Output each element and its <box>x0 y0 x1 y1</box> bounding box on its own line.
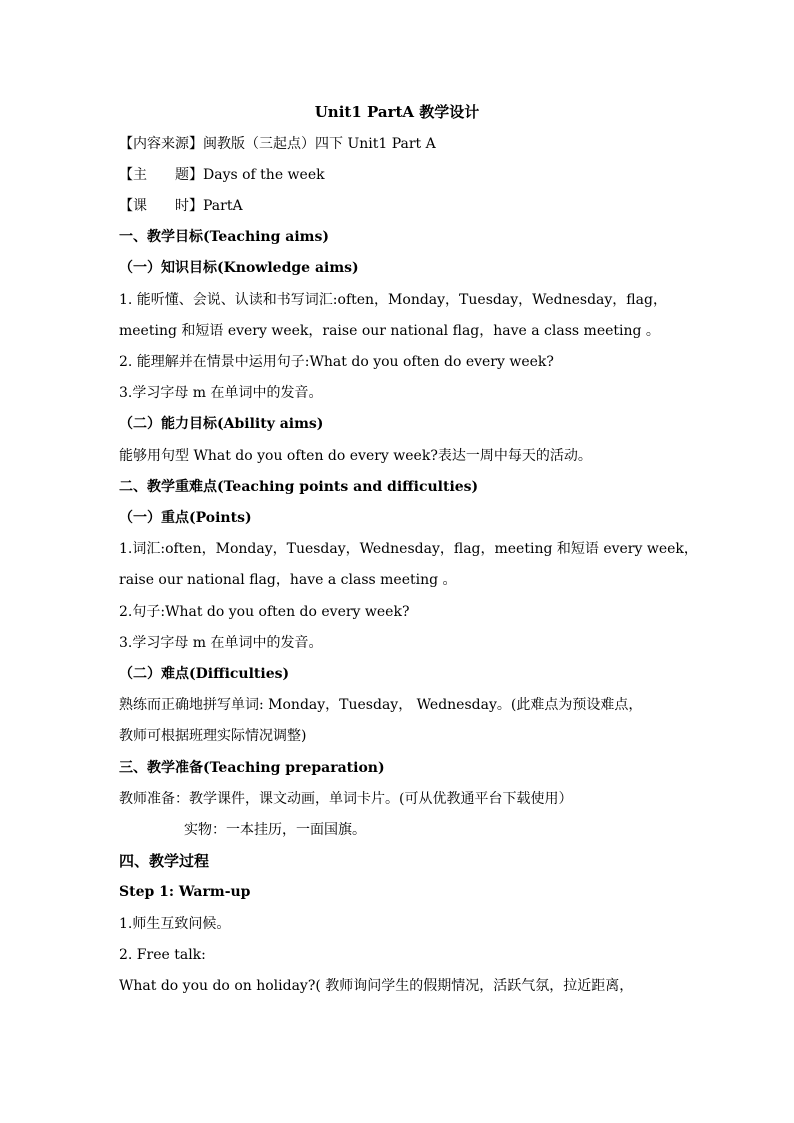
knowledge-item-1b: meeting 和短语 every week，raise our national flag，have a class meeting 。 <box>119 323 660 339</box>
subheading-difficulties: （二）难点(Difficulties) <box>119 666 290 682</box>
knowledge-item-2: 2. 能理解并在情景中运用句子:What do you often do every week? <box>119 354 554 370</box>
difficulties-item-b: 教师可根据班理实际情况调整) <box>119 728 307 744</box>
subheading-knowledge-aims: （一）知识目标(Knowledge aims) <box>119 260 359 276</box>
points-item-2: 2.句子:What do you often do every week? <box>119 604 410 620</box>
points-item-1a: 1.词汇:often，Monday，Tuesday，Wednesday，flag，meeting 和短语 every week， <box>119 541 698 557</box>
section-heading-aims: 一、教学目标(Teaching aims) <box>119 229 329 245</box>
topic-line: 【主 题】Days of the week <box>119 167 325 183</box>
section-heading-process: 四、教学过程 <box>119 852 210 870</box>
section-heading-preparation: 三、教学准备(Teaching preparation) <box>119 760 385 776</box>
knowledge-item-3: 3.学习字母 m 在单词中的发音。 <box>119 385 323 401</box>
ability-item: 能够用句型 What do you often do every week?表达一周中每天的活动。 <box>119 448 592 464</box>
subheading-points: （一）重点(Points) <box>119 510 252 526</box>
document-title: Unit1 PartA 教学设计 <box>314 103 480 121</box>
warmup-item-2: 2. Free talk: <box>119 947 206 963</box>
points-item-1b: raise our national flag，have a class meeting 。 <box>119 572 457 588</box>
knowledge-item-1a: 1. 能听懂、会说、认读和书写词汇:often，Monday，Tuesday，Wednesday，flag， <box>119 292 667 308</box>
step-1-heading: Step 1: Warm-up <box>119 884 251 900</box>
warmup-item-1: 1.师生互致问候。 <box>119 916 231 932</box>
difficulties-item-a: 熟练而正确地拼写单词: Monday，Tuesday， Wednesday。(此难点为预设难点， <box>119 697 643 713</box>
teacher-preparation: 教师准备：教学课件，课文动画，单词卡片。(可从优教通平台下载使用） <box>119 791 573 807</box>
warmup-item-3: What do you do on holiday?( 教师询问学生的假期情况，活跃气氛，拉近距离， <box>119 978 634 994</box>
physical-materials: 实物：一本挂历，一面国旗。 <box>184 822 366 838</box>
section-heading-points: 二、教学重难点(Teaching points and difficulties) <box>119 479 479 495</box>
content-source: 【内容来源】闽教版（三起点）四下 Unit1 Part A <box>119 136 436 152</box>
points-item-3: 3.学习字母 m 在单词中的发音。 <box>119 635 323 651</box>
subheading-ability-aims: （二）能力目标(Ability aims) <box>119 416 324 432</box>
period-line: 【课 时】PartA <box>119 198 243 214</box>
